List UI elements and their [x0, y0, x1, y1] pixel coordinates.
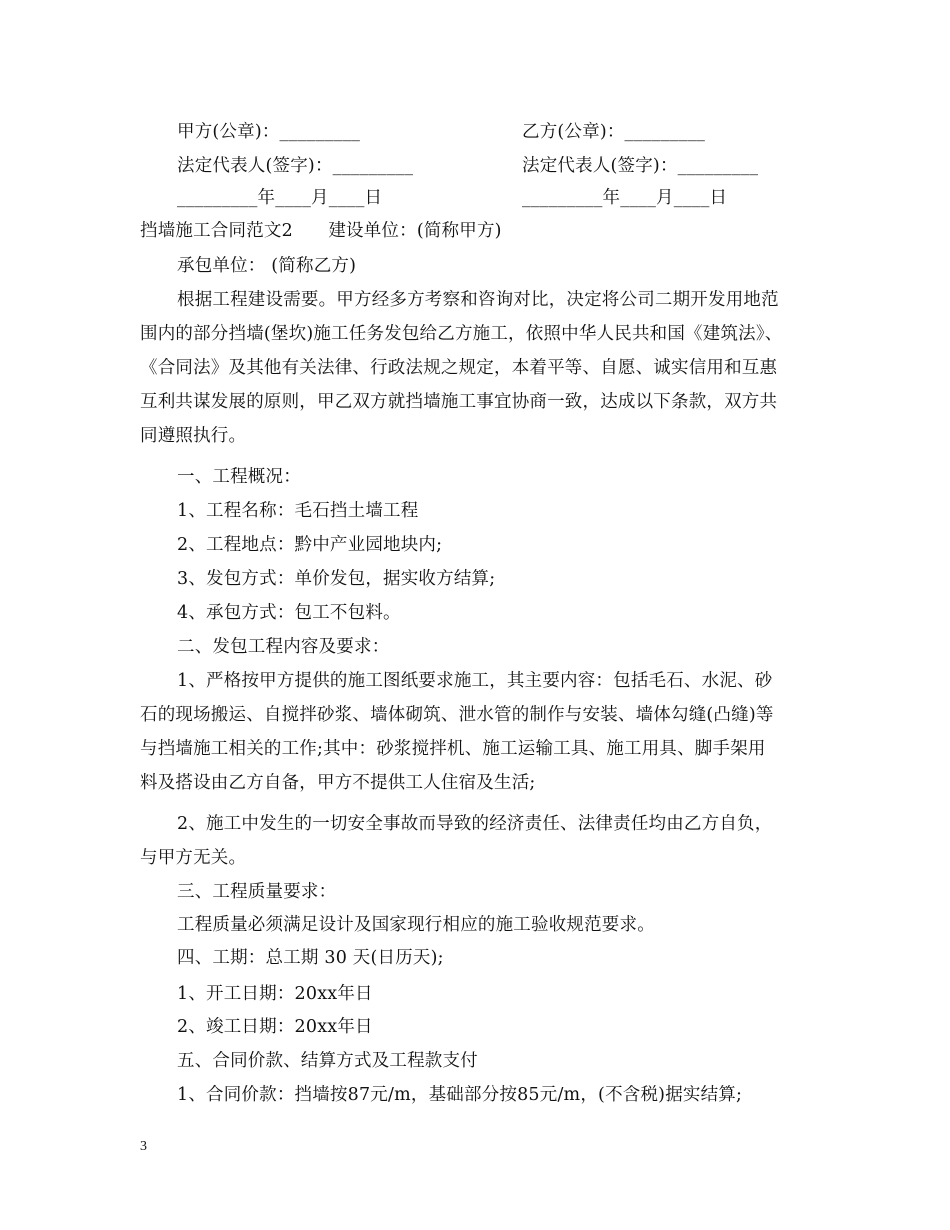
paragraph-line: 2、施工中发生的一切安全事故而导致的经济责任、法律责任均由乙方自负，	[177, 814, 773, 834]
party-a-seal-line: 甲方(公章)：_________	[177, 122, 361, 142]
section-heading: 五、合同价款、结算方式及工程款支付	[177, 1051, 478, 1071]
paragraph-line: 与甲方无关。	[140, 848, 247, 868]
paragraph-line: 与挡墙施工相关的工作;其中：砂浆搅拌机、施工运输工具、施工用具、脚手架用	[140, 739, 766, 759]
party-b-representative-line: 法定代表人(签字)：_________	[522, 156, 759, 176]
list-item: 1、开工日期：20xx年日	[177, 984, 373, 1004]
intro-line: 根据工程建设需要。甲方经多方考察和咨询对比，决定将公司二期开发用地范	[177, 290, 779, 310]
list-item: 4、承包方式：包工不包料。	[177, 603, 401, 623]
section-heading: 四、工期：总工期 30 天(日历天);	[177, 948, 444, 968]
section-heading: 二、发包工程内容及要求：	[177, 637, 390, 657]
list-item: 2、工程地点：黔中产业园地块内;	[177, 535, 443, 555]
contractor-line: 承包单位： (简称乙方)	[177, 256, 357, 276]
list-item: 3、发包方式：单价发包，据实收方结算;	[177, 569, 496, 589]
list-item: 2、竣工日期：20xx年日	[177, 1017, 373, 1037]
paragraph-line: 1、严格按甲方提供的施工图纸要求施工，其主要内容：包括毛石、水泥、砂	[177, 671, 773, 691]
list-item: 1、工程名称：毛石挡土墙工程	[177, 501, 419, 521]
party-a-date-line: _________年____月____日	[177, 188, 383, 208]
paragraph-line: 料及搭设由乙方自备，甲方不提供工人住宿及生活;	[140, 773, 536, 793]
page-number: 3	[140, 1139, 147, 1154]
section-heading: 三、工程质量要求：	[177, 882, 337, 902]
paragraph-line: 石的现场搬运、自搅拌砂浆、墙体砌筑、泄水管的制作与安装、墙体勾缝(凸缝)等	[140, 705, 774, 725]
contract-heading: 挡墙施工合同范文2 建设单位：(简称甲方)	[140, 221, 502, 241]
intro-line: 互利共谋发展的原则，甲乙双方就挡墙施工事宜协商一致，达成以下条款，双方共	[140, 392, 778, 412]
party-a-representative-line: 法定代表人(签字)：_________	[177, 156, 414, 176]
intro-line: 同遵照执行。	[140, 426, 247, 446]
party-b-date-line: _________年____月____日	[522, 188, 728, 208]
list-item: 1、合同价款：挡墙按87元/m，基础部分按85元/m，(不含税)据实结算;	[177, 1085, 743, 1105]
section-heading: 一、工程概况：	[177, 467, 301, 487]
paragraph-line: 工程质量必须满足设计及国家现行相应的施工验收规范要求。	[177, 915, 655, 935]
intro-line: 围内的部分挡墙(堡坎)施工任务发包给乙方施工，依照中华人民共和国《建筑法》、	[140, 324, 783, 344]
intro-line: 《合同法》及其他有关法律、行政法规之规定，本着平等、自愿、诚实信用和互惠	[140, 358, 778, 378]
party-b-seal-line: 乙方(公章)：_________	[522, 122, 706, 142]
